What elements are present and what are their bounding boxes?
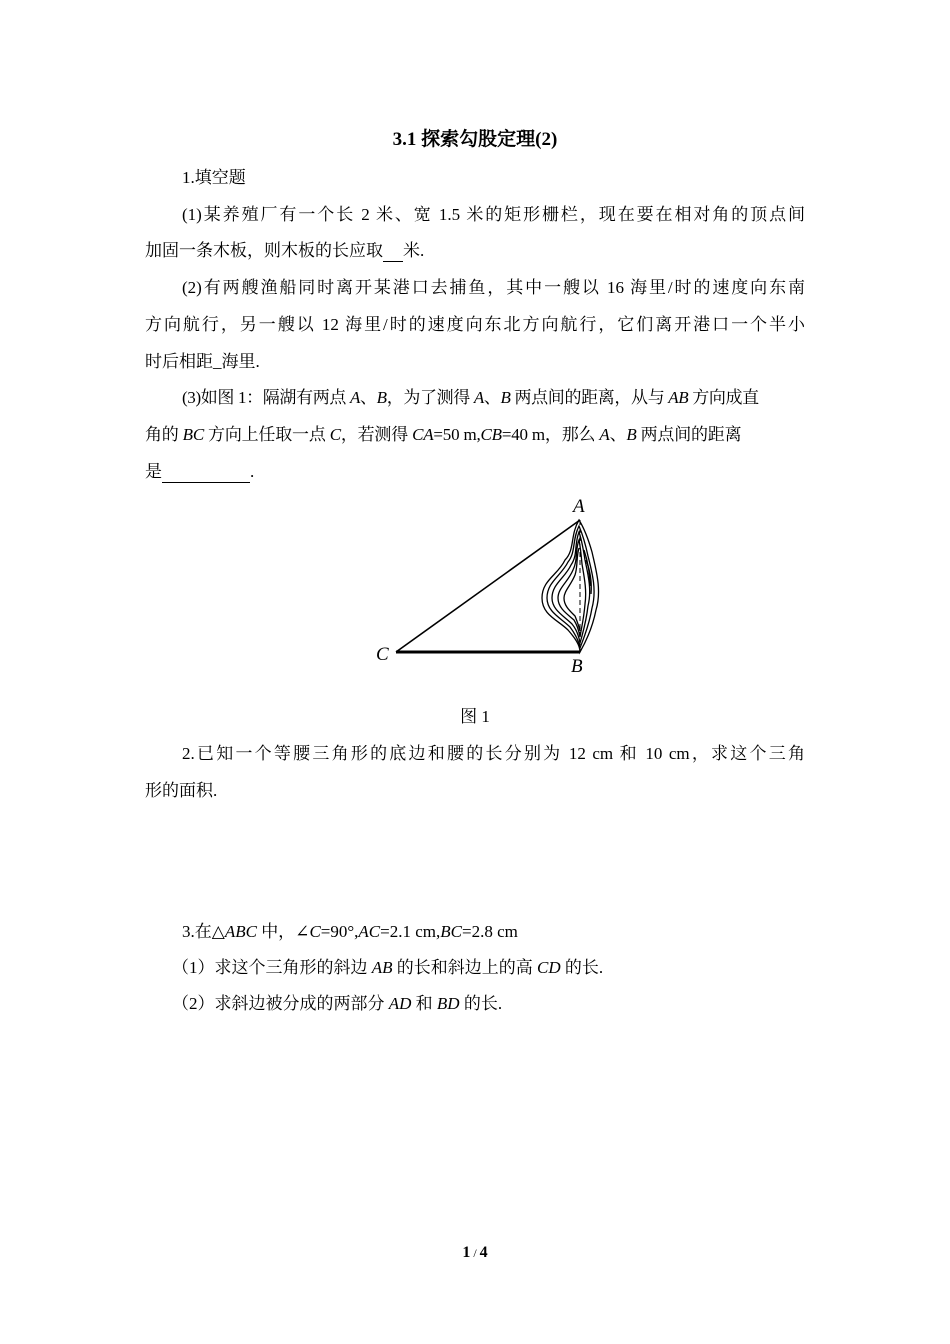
q1-heading: 1.填空题: [182, 168, 246, 187]
label-b: B: [571, 656, 583, 677]
q1-part3-line1: (3)如图 1：隔湖有两点 A、B，为了测得 A、B 两点间的距离，从与 AB 方向成直: [182, 388, 759, 407]
page-number: 1 / 4: [462, 1244, 488, 1261]
q2-line1: 2.已知一个等腰三角形的底边和腰的长分别为 12 cm 和 10 cm，求这个三角: [182, 744, 805, 763]
figure-caption: 图 1: [460, 707, 490, 726]
q3-line2: （1）求这个三角形的斜边 AB 的长和斜边上的高 CD 的长.: [172, 958, 604, 977]
q1-part2-line2: 方向航行，另一艘以 12 海里/时的速度向东北方向航行，它们离开港口一个半小: [145, 315, 805, 334]
q3-line3: （2）求斜边被分成的两部分 AD 和 BD 的长.: [172, 994, 503, 1013]
q2-line2: 形的面积.: [145, 781, 218, 800]
q1-part3-line3: 是 .: [145, 462, 255, 481]
q1-part3-line2: 角的 BC 方向上任取一点 C，若测得 CA=50 m,CB=40 m，那么 A、B 两点间的距离: [145, 425, 742, 444]
q1-part1-line2: 加固一条木板，则木板的长应取 米.: [145, 241, 425, 260]
page-title: 3.1 探索勾股定理(2): [392, 129, 558, 150]
answer-blank: [383, 241, 403, 262]
answer-blank: [162, 462, 250, 483]
q3-line1: 3.在△ABC 中，∠C=90°,AC=2.1 cm,BC=2.8 cm: [182, 922, 518, 941]
q1-part2-line3: 时后相距_海里.: [145, 352, 260, 371]
figure-1-triangle-lake: [370, 490, 620, 680]
label-a: A: [573, 496, 585, 517]
q1-part2-line1: (2)有两艘渔船同时离开某港口去捕鱼，其中一艘以 16 海里/时的速度向东南: [182, 278, 805, 297]
q1-part1-line1: (1)某养殖厂有一个长 2 米、宽 1.5 米的矩形栅栏，现在要在相对角的顶点间: [182, 205, 805, 224]
segment-ca: [396, 520, 580, 652]
label-c: C: [376, 644, 389, 665]
lake-shape: [542, 520, 599, 652]
